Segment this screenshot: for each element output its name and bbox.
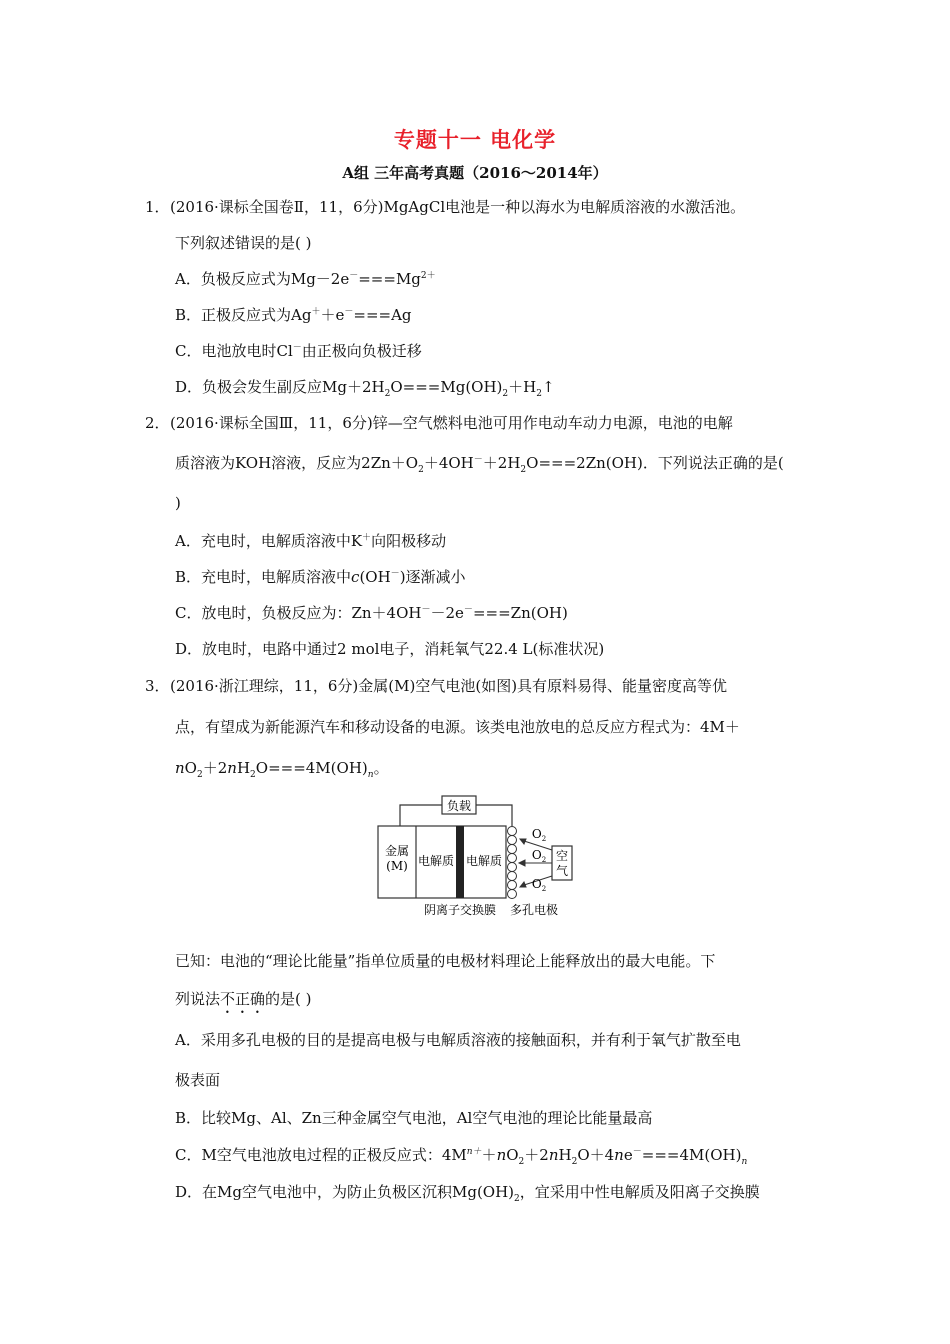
question-3-option-d: D．在Mg空气电池中，为防止负极区沉积$Mg(OH)_2$，宜采用中性电解质及阳离子交换膜 — [175, 1183, 760, 1204]
porous-electrode — [508, 827, 517, 899]
question-3-equation: $nO_2+2nH_2O===4M(OH)_n$。 — [175, 759, 389, 780]
question-1-option-b: B．正极反应式为Ag＋＋e－===Ag — [175, 306, 412, 324]
question-3-option-c: C．M空气电池放电过程的正极反应式：$4M^{n+}+nO_2+2nH_2O+4ne^-===4M(OH)_n$ — [175, 1146, 748, 1167]
question-3-option-a-line2: 极表面 — [175, 1071, 221, 1089]
question-3-number: 3． — [145, 677, 170, 695]
question-3-option-a: A．采用多孔电极的目的是提高电极与电解质溶液的接触面积，并有利于氧气扩散至电 — [175, 1031, 741, 1049]
question-3-stem: (2016·浙江理综，11，6分)金属(M)空气电池(如图)具有原料易得、能量密度高等优 — [170, 677, 728, 695]
question-1-prompt: 下列叙述错误的是( ) — [175, 234, 312, 252]
question-3-prompt: 列说法不正确的是( ) — [175, 990, 312, 1008]
air-label-1: 空 — [555, 849, 569, 863]
question-1-number: 1． — [145, 198, 170, 216]
o2-label-bottom: $O_2$ — [531, 877, 547, 893]
question-2-number: 2． — [145, 414, 170, 432]
question-2-option-b: B．充电时，电解质溶液中c(OH－)逐渐减小 — [175, 568, 466, 586]
section-subtitle: A组 三年高考真题（2016～2014年） — [342, 164, 608, 182]
question-2-stem-line2: 质溶液为KOH溶液，反应为$2Zn+O_2+4OH^-+2H_2O===2Zn(OH)$．下列说法正确的是( — [175, 454, 784, 475]
electrolyte-right-label: 电解质 — [465, 854, 503, 868]
metal-label: 金属 — [384, 844, 410, 858]
load-label: 负载 — [446, 799, 472, 813]
anion-exchange-membrane — [456, 826, 464, 898]
question-2-stem-line3: ) — [175, 494, 181, 512]
question-2-option-d: D．放电时，电路中通过2 mol电子，消耗氧气22.4 L(标准状况) — [175, 640, 605, 658]
question-3-option-b: B．比较Mg、Al、Zn三种金属空气电池，Al空气电池的理论比能量最高 — [175, 1109, 653, 1127]
air-label-2: 气 — [555, 864, 569, 878]
question-2-stem: (2016·课标全国Ⅲ，11，6分)锌—空气燃料电池可用作电动车动力电源，电池的电解 — [170, 414, 733, 432]
metal-air-battery-diagram — [374, 788, 584, 918]
question-3-stem-line2: 点，有望成为新能源汽车和移动设备的电源。该类电池放电的总反应方程式为：4M＋ — [175, 718, 740, 736]
porous-electrode-caption: 多孔电极 — [509, 903, 559, 917]
o2-label-top: $O_2$ — [531, 827, 547, 843]
question-2-option-a: A．充电时，电解质溶液中K＋向阳极移动 — [175, 532, 447, 550]
membrane-caption: 阴离子交换膜 — [423, 903, 497, 917]
question-1-option-c: C．电池放电时Cl－由正极向负极迁移 — [175, 342, 422, 360]
question-1-stem: (2016·课标全国卷Ⅱ，11，6分)MgAgCl电池是一种以海水为电解质溶液的水激活池。 — [170, 198, 746, 216]
metal-symbol-label: (M) — [386, 859, 408, 873]
question-3-known: 已知：电池的“理论比能量”指单位质量的电极材料理论上能释放出的最大电能。下 — [175, 952, 716, 970]
question-2-option-c: C．放电时，负极反应为：Zn＋4OH－－2e－===Zn(OH) — [175, 604, 568, 622]
question-1-option-a: A．负极反应式为$Mg-2e^-===Mg^{2+}$ — [175, 270, 436, 288]
electrolyte-left-label: 电解质 — [417, 854, 455, 868]
o2-label-mid: $O_2$ — [531, 848, 547, 864]
question-1-option-d: D．负极会发生副反应$Mg+2H_2O===Mg(OH)_2+H_2↑$ — [175, 378, 555, 399]
page-title: 专题十一 电化学 — [393, 127, 557, 152]
